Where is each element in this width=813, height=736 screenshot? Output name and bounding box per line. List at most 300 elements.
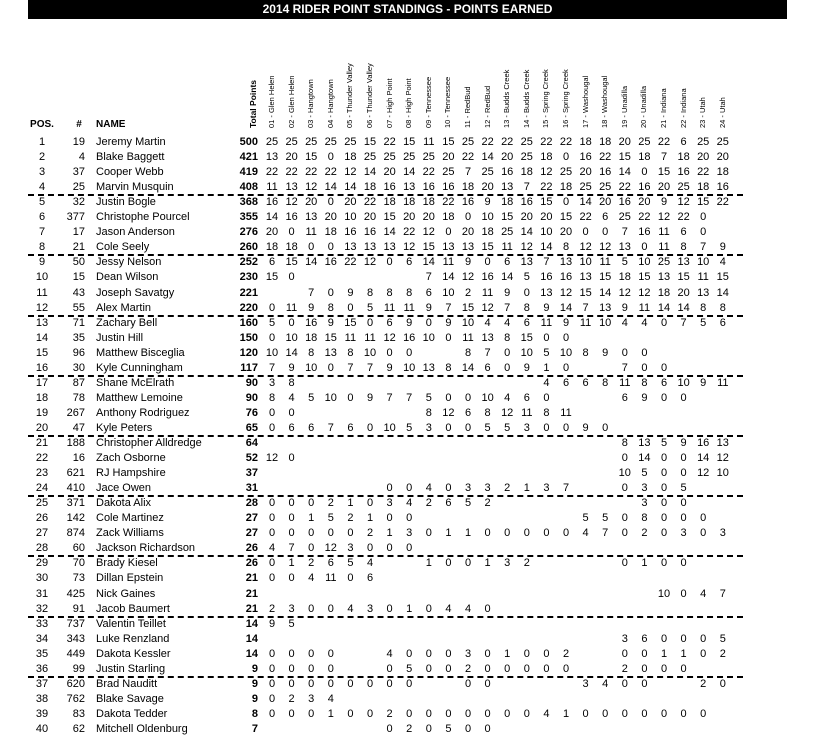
rider-name: Kyle Peters (96, 421, 153, 434)
round-points: 12 (677, 196, 690, 209)
round-points: 6 (641, 632, 648, 645)
round-points: 15 (324, 331, 337, 344)
rider-total-points: 52 (245, 452, 258, 465)
round-points: 13 (265, 151, 279, 164)
round-points: 22 (422, 166, 435, 179)
round-header: 02 - Glen Helen (286, 75, 296, 128)
round-points: 16 (403, 331, 416, 344)
round-points: 9 (308, 301, 315, 314)
round-points: 20 (677, 286, 690, 299)
round-points: 14 (638, 452, 651, 465)
round-points: 14 (344, 181, 357, 194)
round-points: 15 (559, 211, 573, 224)
round-points: 0 (660, 512, 668, 525)
round-points: 20 (265, 226, 279, 239)
round-points: 8 (366, 286, 374, 299)
round-points: 7 (602, 527, 609, 540)
round-points: 12 (697, 467, 710, 480)
round-points: 0 (700, 527, 707, 540)
rider-position: 37 (35, 677, 49, 690)
round-points: 0 (445, 662, 452, 675)
round-points: 13 (520, 256, 533, 269)
round-points: 12 (540, 166, 553, 179)
round-points: 6 (288, 421, 295, 434)
round-points: 15 (697, 196, 710, 209)
round-points: 8 (268, 391, 276, 404)
round-points: 10 (520, 346, 533, 359)
rider-name: Mitchell Oldenburg (96, 722, 188, 735)
round-points: 9 (562, 316, 570, 329)
round-points: 3 (641, 482, 648, 495)
round-points: 8 (641, 376, 648, 389)
rider-total-points: 90 (245, 391, 258, 404)
rider-total-points: 419 (239, 166, 258, 179)
round-points: 8 (543, 406, 550, 419)
round-points: 25 (442, 166, 455, 179)
round-header: 05 - Thunder Valley (345, 63, 355, 128)
round-points: 4 (347, 602, 354, 615)
round-points: 2 (268, 602, 276, 615)
rider-number: 15 (72, 271, 85, 284)
round-points: 20 (344, 196, 357, 209)
round-points: 0 (523, 286, 530, 299)
round-points: 2 (700, 677, 707, 690)
rider-name: Dakota Kessler (96, 647, 171, 660)
round-points: 0 (327, 662, 334, 675)
round-points: 25 (344, 136, 357, 148)
round-header: 13 - Budds Creek (502, 69, 512, 128)
round-points: 25 (461, 136, 475, 148)
round-points: 0 (308, 497, 315, 510)
round-points: 4 (504, 316, 511, 329)
rider-total-points: 76 (245, 406, 258, 419)
rider-position: 17 (35, 376, 49, 389)
round-points: 0 (288, 497, 295, 510)
round-points: 1 (562, 707, 570, 720)
round-points: 2 (464, 286, 472, 299)
round-points: 0 (347, 527, 354, 540)
rider-total-points: 14 (245, 617, 258, 630)
round-points: 0 (602, 421, 609, 434)
round-points: 8 (308, 346, 315, 359)
round-points: 2 (425, 497, 432, 510)
round-points: 12 (618, 286, 631, 299)
round-points: 0 (425, 647, 432, 660)
round-points: 6 (523, 391, 530, 404)
round-points: 0 (445, 707, 452, 720)
round-points: 11 (717, 376, 729, 389)
round-header: 18 - Washougal (600, 75, 610, 128)
round-points: 11 (442, 256, 455, 269)
round-points: 18 (540, 151, 553, 164)
round-points: 20 (324, 211, 337, 224)
round-points: 2 (562, 647, 570, 660)
round-points: 25 (324, 136, 337, 148)
round-points: 4 (621, 316, 628, 329)
round-points: 0 (386, 662, 393, 675)
round-points: 0 (308, 527, 315, 540)
round-points: 22 (657, 136, 671, 148)
round-points: 6 (484, 361, 491, 374)
round-points: 20 (422, 211, 435, 224)
round-points: 9 (582, 421, 589, 434)
round-points: 22 (285, 166, 298, 179)
round-points: 0 (308, 602, 315, 615)
round-points: 3 (347, 542, 354, 555)
rider-name: Matthew Lemoine (96, 391, 183, 404)
round-points: 5 (700, 316, 707, 329)
round-points: 11 (325, 572, 337, 585)
round-points: 5 (582, 512, 589, 525)
round-points: 4 (719, 256, 726, 269)
round-points: 2 (347, 512, 354, 525)
rider-name: Zachary Bell (96, 316, 158, 329)
round-points: 14 (657, 301, 671, 314)
round-header: 04 - Hangtown (325, 79, 335, 128)
round-points: 0 (621, 647, 628, 660)
round-points: 0 (543, 527, 550, 540)
round-points: 12 (305, 181, 318, 194)
round-points: 25 (363, 151, 377, 164)
round-points: 14 (540, 241, 553, 254)
round-points: 0 (523, 647, 530, 660)
rider-total-points: 90 (245, 376, 258, 389)
rider-number: 620 (66, 677, 85, 690)
round-points: 7 (700, 241, 707, 254)
round-points: 0 (543, 391, 550, 404)
round-points: 8 (425, 406, 432, 419)
round-points: 22 (501, 136, 514, 148)
round-points: 0 (562, 331, 570, 344)
rider-name: Justin Bogle (96, 196, 156, 209)
round-points: 14 (481, 151, 494, 164)
round-points: 0 (327, 241, 334, 254)
round-points: 7 (621, 226, 628, 239)
round-points: 16 (677, 166, 690, 179)
round-points: 0 (445, 391, 452, 404)
round-points: 0 (288, 707, 295, 720)
round-points: 25 (305, 136, 318, 148)
round-points: 10 (697, 256, 710, 269)
round-points: 0 (288, 406, 295, 419)
round-points: 0 (268, 497, 276, 510)
round-points: 18 (344, 151, 357, 164)
rider-position: 36 (35, 662, 49, 675)
round-points: 11 (658, 241, 670, 254)
round-points: 14 (599, 286, 612, 299)
round-points: 12 (520, 241, 533, 254)
round-points: 6 (660, 376, 668, 389)
round-points: 10 (540, 226, 553, 239)
round-points: 18 (501, 196, 514, 209)
round-points: 0 (445, 226, 452, 239)
rider-position: 19 (35, 406, 49, 419)
round-points: 7 (523, 181, 530, 194)
round-points: 0 (484, 707, 491, 720)
round-points: 0 (543, 331, 550, 344)
round-points: 13 (501, 181, 514, 194)
rider-position: 33 (35, 617, 49, 630)
round-points: 15 (363, 136, 377, 148)
round-points: 13 (422, 361, 435, 374)
round-points: 13 (363, 241, 377, 254)
round-header: 17 - Washougal (580, 75, 590, 128)
round-points: 12 (324, 542, 337, 555)
rider-position: 23 (35, 467, 49, 480)
rider-position: 10 (35, 271, 49, 284)
round-points: 14 (422, 256, 435, 269)
round-header: 03 - Hangtown (306, 79, 316, 128)
round-points: 3 (543, 482, 550, 495)
rider-total-points: 26 (245, 542, 258, 555)
round-points: 18 (422, 196, 435, 209)
round-points: 20 (403, 211, 416, 224)
round-points: 6 (268, 256, 276, 269)
round-points: 6 (464, 406, 472, 419)
round-points: 22 (383, 136, 396, 148)
round-points: 0 (308, 662, 315, 675)
round-points: 22 (638, 211, 651, 224)
round-points: 18 (677, 151, 690, 164)
round-points: 0 (268, 406, 276, 419)
rider-number: 62 (72, 722, 85, 735)
round-points: 0 (464, 211, 472, 224)
round-points: 0 (268, 647, 276, 660)
round-points: 0 (366, 421, 374, 434)
round-points: 4 (268, 542, 276, 555)
rider-number: 267 (66, 406, 85, 419)
round-points: 0 (464, 707, 472, 720)
round-points: 22 (579, 211, 592, 224)
round-points: 12 (285, 196, 298, 209)
round-points: 0 (327, 151, 334, 164)
round-points: 0 (425, 316, 432, 329)
round-points: 0 (288, 677, 295, 690)
round-points: 22 (599, 151, 612, 164)
round-points: 6 (406, 256, 413, 269)
rider-number: 188 (66, 437, 85, 449)
rider-number: 99 (72, 662, 85, 675)
round-points: 0 (445, 421, 452, 434)
round-points: 20 (461, 226, 475, 239)
round-points: 5 (660, 437, 668, 449)
round-points: 6 (386, 316, 393, 329)
rider-total-points: 27 (245, 527, 258, 540)
rider-total-points: 500 (239, 136, 258, 148)
round-points: 0 (347, 572, 354, 585)
round-points: 7 (543, 256, 550, 269)
rider-number: 377 (66, 211, 85, 224)
round-points: 25 (403, 151, 416, 164)
round-points: 12 (422, 226, 435, 239)
round-points: 0 (504, 707, 511, 720)
round-points: 7 (347, 361, 354, 374)
round-points: 8 (621, 437, 628, 449)
round-points: 0 (268, 572, 276, 585)
rider-name: Kyle Cunningham (96, 361, 183, 374)
round-points: 0 (406, 647, 413, 660)
round-points: 16 (265, 196, 279, 209)
rider-position: 5 (38, 196, 46, 209)
round-points: 0 (621, 677, 628, 690)
rider-total-points: 65 (245, 421, 258, 434)
round-points: 0 (602, 707, 609, 720)
round-points: 0 (621, 346, 628, 359)
round-points: 9 (386, 361, 393, 374)
round-points: 13 (579, 271, 592, 284)
rider-position: 35 (35, 647, 49, 660)
rider-total-points: 276 (239, 226, 258, 239)
round-points: 5 (327, 512, 334, 525)
round-points: 18 (618, 271, 631, 284)
rider-number: 91 (72, 602, 85, 615)
round-points: 2 (523, 557, 530, 570)
round-points: 0 (425, 707, 432, 720)
rider-number: 371 (66, 497, 85, 510)
round-points: 12 (265, 452, 279, 465)
round-points: 2 (641, 527, 648, 540)
round-points: 16 (305, 316, 318, 329)
round-points: 7 (327, 421, 334, 434)
round-points: 0 (504, 361, 511, 374)
round-points: 0 (288, 647, 295, 660)
round-points: 18 (657, 286, 671, 299)
round-header: 01 - Glen Helen (267, 75, 276, 128)
round-points: 0 (660, 527, 668, 540)
round-points: 13 (461, 241, 475, 254)
round-points: 13 (540, 286, 553, 299)
round-points: 0 (680, 497, 687, 510)
round-points: 20 (285, 151, 298, 164)
round-points: 16 (324, 256, 337, 269)
round-points: 8 (484, 406, 491, 419)
round-points: 11 (599, 256, 611, 269)
round-points: 1 (327, 707, 334, 720)
rider-name: Matthew Bisceglia (96, 346, 185, 359)
round-points: 22 (559, 136, 573, 148)
round-points: 16 (579, 151, 592, 164)
round-points: 10 (579, 256, 592, 269)
rider-position: 9 (38, 256, 46, 269)
round-points: 18 (520, 166, 533, 179)
round-points: 9 (445, 316, 452, 329)
round-points: 25 (677, 181, 690, 194)
round-points: 9 (327, 316, 334, 329)
round-points: 4 (700, 587, 707, 600)
round-points: 16 (540, 271, 553, 284)
round-points: 0 (288, 452, 295, 465)
round-points: 3 (484, 482, 491, 495)
round-points: 18 (638, 151, 651, 164)
rider-name: Zack Williams (96, 527, 164, 540)
rider-number: 30 (72, 361, 85, 374)
rider-name: Zach Osborne (96, 452, 166, 465)
round-points: 0 (327, 647, 334, 660)
rider-position: 26 (35, 512, 49, 525)
round-points: 1 (543, 361, 550, 374)
round-points: 7 (445, 301, 452, 314)
round-points: 10 (481, 211, 494, 224)
round-points: 22 (540, 136, 553, 148)
round-points: 16 (520, 196, 533, 209)
round-points: 7 (621, 361, 628, 374)
round-points: 3 (425, 421, 432, 434)
round-points: 9 (504, 286, 511, 299)
round-points: 1 (445, 527, 452, 540)
round-points: 3 (464, 647, 472, 660)
round-points: 10 (324, 391, 337, 404)
round-points: 8 (445, 361, 452, 374)
round-points: 16 (363, 226, 377, 239)
round-points: 8 (504, 331, 511, 344)
round-points: 6 (680, 136, 687, 148)
rider-name: Blake Baggett (96, 151, 165, 164)
round-points: 1 (347, 497, 354, 510)
round-points: 25 (265, 136, 279, 148)
rider-total-points: 64 (245, 437, 258, 449)
round-points: 16 (638, 181, 651, 194)
round-points: 0 (660, 557, 668, 570)
round-points: 0 (680, 467, 687, 480)
round-points: 22 (265, 166, 279, 179)
round-header: 23 - Utah (698, 97, 708, 128)
round-points: 5 (406, 662, 413, 675)
round-points: 0 (700, 211, 707, 224)
round-points: 18 (599, 136, 612, 148)
header-pos: POS. (30, 119, 54, 130)
round-points: 4 (406, 497, 413, 510)
round-points: 16 (481, 271, 494, 284)
round-points: 0 (425, 527, 432, 540)
round-points: 12 (559, 286, 573, 299)
round-points: 2 (504, 482, 511, 495)
round-points: 13 (383, 241, 396, 254)
rider-total-points: 31 (245, 482, 258, 495)
round-points: 0 (347, 707, 354, 720)
rider-name: Nick Gaines (96, 587, 156, 600)
round-points: 11 (521, 406, 533, 419)
round-points: 0 (445, 647, 452, 660)
round-points: 13 (324, 346, 337, 359)
round-points: 0 (543, 647, 550, 660)
round-header: 12 - RedBud (482, 85, 492, 128)
rider-position: 12 (35, 301, 49, 314)
round-points: 1 (660, 647, 668, 660)
rider-name: Cooper Webb (96, 166, 164, 179)
round-points: 1 (406, 602, 413, 615)
round-points: 25 (422, 151, 435, 164)
round-points: 0 (660, 632, 668, 645)
round-points: 0 (700, 632, 707, 645)
round-points: 16 (559, 271, 573, 284)
round-points: 5 (366, 301, 374, 314)
round-points: 5 (484, 421, 491, 434)
round-points: 18 (461, 181, 475, 194)
round-points: 0 (562, 361, 570, 374)
round-points: 0 (562, 196, 570, 209)
round-header: 19 - Unadilla (619, 85, 629, 128)
round-points: 4 (602, 677, 609, 690)
round-points: 0 (288, 226, 295, 239)
round-points: 2 (386, 707, 393, 720)
round-points: 0 (308, 707, 315, 720)
rider-number: 762 (66, 692, 85, 705)
round-points: 0 (582, 707, 589, 720)
round-points: 10 (442, 286, 455, 299)
round-points: 14 (559, 301, 573, 314)
round-points: 15 (285, 256, 298, 269)
round-points: 5 (719, 632, 726, 645)
